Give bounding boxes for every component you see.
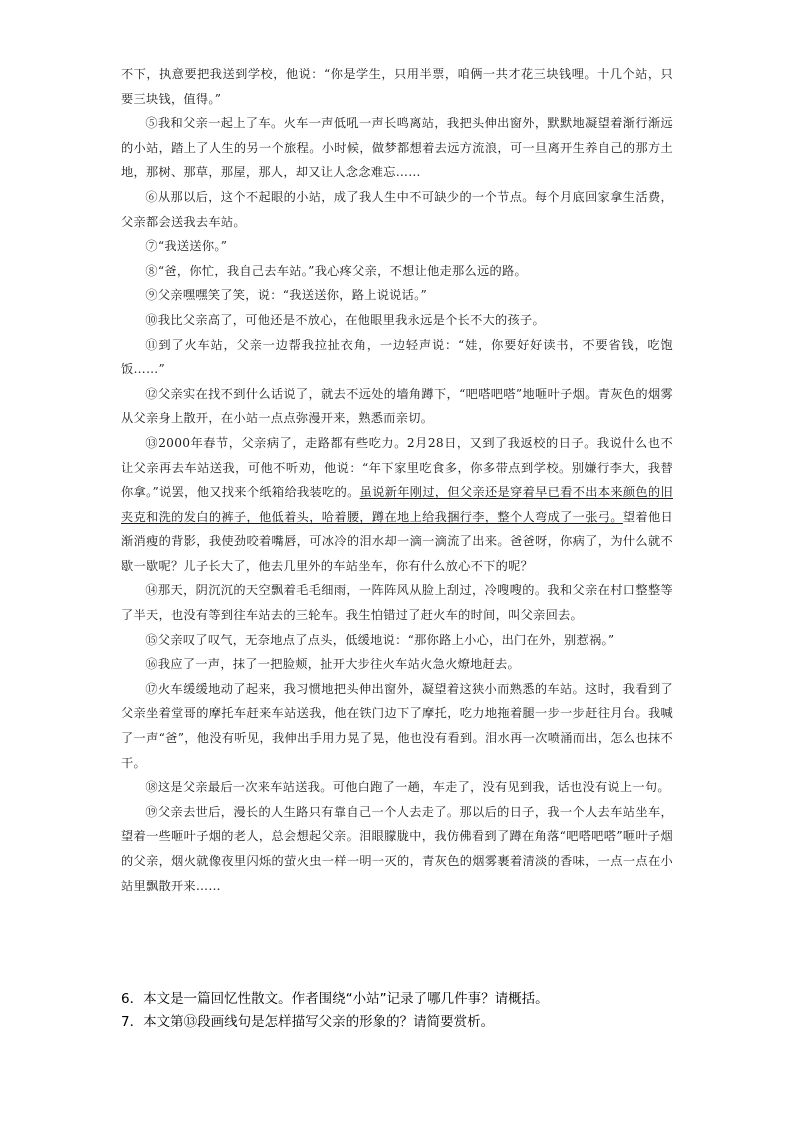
- paragraph-10: ⑩我比父亲高了，可他还是不放心，在他眼里我永远是个长不大的孩子。: [145, 312, 545, 327]
- paragraph-14: ⑭那天，阴沉沉的天空飘着毛毛细雨，一阵阵风从脸上刮过，冷嗖嗖的。我和父亲在村口整整等了半天，也没有等到往车站去的三轮车。我生怕错过了赶火车的时间，叫父亲回去。: [121, 583, 673, 623]
- paragraph-17: ⑰火车缓缓地动了起来，我习惯地把头伸出窗外，凝望着这狭小而熟悉的车站。这时，我看到了父亲坐着堂哥的摩托车赶来车站送我，他在铁门边下了摩托，吃力地拖着腿一步一步赶往月台。我喊了一声“爸”，他没有听见，我伸出手用力晃了晃，他也没有看到。泪水再一次喷涌而出，怎么也抹不干。: [121, 681, 673, 770]
- paragraph-13-text-a: ⑬2000年春节，父亲病了，走路都有些吃力。2月28日，又到了我返校的日子。我说什么也不让父亲再去车站送我，可他不听劝，他说：“年下家里吃食多，你多带点到学校。别嫌行李大，我替你拿。”说罢，他又找来个纸箱给我装吃的。: [121, 435, 673, 500]
- question-7: 7．本文第⑬段画线句是怎样描写父亲的形象的？请简要赏析。: [121, 1014, 495, 1030]
- underlined-sentence: 虽说新年刚过，但父亲还是穿着早已看不出本来颜色的旧夹克和洗的发白的裤子，他低着头，哈着腰，蹲在地上给我捆行李，整个人弯成了一张弓。: [121, 485, 673, 524]
- paragraph-13-text-b: 望着他日渐消瘦的背影，我使劲咬着嘴唇，可冰冷的泪水却一滴一滴流了出来。爸爸呀，你病了，为什么就不歇一歇呢？儿子长大了，他去几里外的车站坐车，你有什么放心不下的呢？: [121, 509, 674, 573]
- paragraph-19: ⑲父亲去世后，漫长的人生路只有靠自己一个人去走了。那以后的日子，我一个人去车站坐车，望着一些咂叶子烟的老人，总会想起父亲。泪眼朦胧中，我仿佛看到了蹲在角落“吧嗒吧嗒”咂叶子烟的父亲，烟火就像夜里闪烁的萤火虫一样一明一灭的，青灰色的烟雾裹着清淡的香味，一点一点在小站里飘散开来……: [121, 804, 673, 893]
- paragraph-continuation: 不下，执意要把我送到学校，他说：“你是学生，只用半票，咱俩一共才花三块钱哩。十几个站，只要三块钱，值得。”: [121, 67, 673, 106]
- paragraph-6: ⑥从那以后，这个不起眼的小站，成了我人生中不可缺少的一个节点。每个月底回家拿生活费，父亲都会送我去车站。: [121, 189, 673, 229]
- paragraph-11: ⑪到了火车站，父亲一边帮我拉扯衣角，一边轻声说：“娃，你要好好读书，不要省钱，吃饱饭……”: [121, 337, 673, 377]
- paragraph-8: ⑧“爸，你忙，我自己去车站。”我心疼父亲，不想让他走那么远的路。: [145, 263, 527, 278]
- paragraph-9: ⑨父亲嘿嘿笑了笑，说：“我送送你，路上说说话。”: [145, 288, 428, 303]
- paragraph-13: [121, 431, 673, 579]
- paragraph-12: ⑫父亲实在找不到什么话说了，就去不远处的墙角蹲下，“吧嗒吧嗒”地咂叶子烟。青灰色的烟雾从父亲身上散开，在小站一点点弥漫开来，熟悉而亲切。: [121, 386, 673, 426]
- paragraph-7: ⑦“我送送你。”: [145, 239, 228, 254]
- paragraph-18: ⑱这是父亲最后一次来车站送我。可他白跑了一趟，车走了，没有见到我，话也没有说上一句。: [145, 780, 670, 795]
- paragraph-15: ⑮父亲叹了叹气，无奈地点了点头，低缓地说：“那你路上小心，出门在外，别惹祸。”: [145, 632, 615, 647]
- paragraph-5: ⑤我和父亲一起上了车。火车一声低吼一声长鸣离站，我把头伸出窗外，默默地凝望着渐行渐远的小站，踏上了人生的另一个旅程。小时候，做梦都想着去远方流浪，可一旦离开生养自己的那方土地，那树、那草，那屋，那人，却又让人念念难忘……: [121, 116, 673, 180]
- questions-section: [121, 988, 681, 1034]
- paragraph-16: ⑯我应了一声，抹了一把脸颊，扯开大步往火车站火急火燎地赶去。: [145, 657, 521, 672]
- essay-body: [121, 62, 673, 898]
- question-6: 6．本文是一篇回忆性散文。作者围绕“小站”记录了哪几件事？请概括。: [121, 991, 549, 1007]
